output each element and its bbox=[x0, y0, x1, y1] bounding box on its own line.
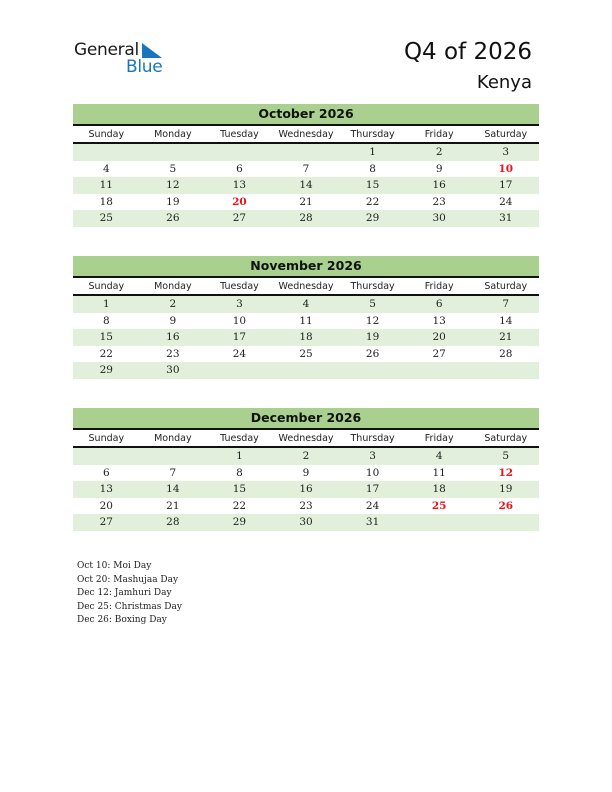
day-cell: 13 bbox=[432, 314, 446, 327]
day-cell: 1 bbox=[369, 146, 376, 158]
weekday-label: Tuesday bbox=[220, 433, 259, 444]
logo-word-general: General bbox=[74, 40, 139, 60]
day-cell: 29 bbox=[365, 212, 380, 224]
week-row bbox=[73, 514, 539, 531]
week-row bbox=[73, 194, 539, 211]
empty-cell bbox=[206, 144, 273, 161]
weekday-label: Saturday bbox=[484, 129, 528, 140]
day-cell: 30 bbox=[166, 364, 180, 376]
day-cell: 12 bbox=[498, 466, 514, 479]
day-cell: 13 bbox=[232, 179, 247, 191]
day-cell: 24 bbox=[365, 499, 380, 512]
logo-triangle-icon bbox=[142, 43, 162, 58]
day-cell: 10 bbox=[365, 466, 380, 479]
weekday-label: Thursday bbox=[350, 433, 395, 444]
day-cell: 11 bbox=[432, 466, 446, 479]
week-row bbox=[73, 346, 539, 363]
day-cell: 18 bbox=[299, 331, 313, 343]
day-cell: 8 bbox=[102, 314, 110, 327]
weekday-label: Wednesday bbox=[278, 281, 334, 292]
day-cell: 13 bbox=[99, 483, 113, 495]
day-cell: 30 bbox=[299, 516, 313, 528]
day-cell: 31 bbox=[365, 516, 380, 528]
day-cell: 29 bbox=[99, 364, 113, 376]
day-cell: 15 bbox=[99, 331, 113, 343]
empty-cell bbox=[472, 514, 539, 531]
day-cell: 23 bbox=[166, 347, 180, 360]
week-row bbox=[73, 161, 539, 178]
weekday-label: Friday bbox=[424, 281, 454, 292]
day-cell: 19 bbox=[365, 331, 380, 343]
weekday-header-row bbox=[73, 126, 539, 144]
day-cell: 27 bbox=[99, 516, 113, 528]
day-cell: 28 bbox=[499, 347, 513, 360]
day-cell: 3 bbox=[369, 450, 376, 462]
day-cell: 2 bbox=[302, 450, 310, 462]
day-cell: 12 bbox=[166, 179, 180, 191]
day-cell: 7 bbox=[169, 466, 177, 479]
month-calendar bbox=[73, 256, 539, 379]
month-calendar bbox=[73, 408, 539, 531]
page-title: Q4 of 2026 bbox=[403, 39, 532, 65]
day-cell: 11 bbox=[299, 314, 313, 327]
day-cell: 27 bbox=[432, 347, 446, 360]
day-cell: 6 bbox=[236, 162, 243, 175]
day-cell: 21 bbox=[166, 499, 180, 512]
holiday-item: Oct 10: Moi Day bbox=[77, 561, 152, 571]
month-title: November 2026 bbox=[73, 256, 539, 278]
logo-word-blue: Blue bbox=[126, 57, 163, 77]
day-cell: 10 bbox=[232, 314, 247, 327]
day-cell: 8 bbox=[369, 162, 376, 175]
day-cell: 18 bbox=[99, 195, 113, 208]
day-cell: 19 bbox=[166, 195, 180, 208]
day-cell: 1 bbox=[236, 450, 243, 462]
day-cell: 17 bbox=[365, 483, 380, 495]
weekday-label: Friday bbox=[424, 129, 454, 140]
weekday-header-row bbox=[73, 278, 539, 296]
day-cell: 16 bbox=[299, 483, 313, 495]
day-cell: 1 bbox=[102, 298, 110, 310]
day-cell: 14 bbox=[299, 179, 313, 191]
weekday-label: Saturday bbox=[484, 281, 528, 292]
day-cell: 20 bbox=[432, 331, 446, 343]
weekday-label: Monday bbox=[154, 129, 192, 140]
day-cell: 15 bbox=[232, 483, 247, 495]
empty-cell bbox=[140, 448, 207, 465]
day-cell: 6 bbox=[102, 466, 110, 479]
week-row bbox=[73, 362, 539, 379]
day-cell: 4 bbox=[302, 298, 310, 310]
day-cell: 17 bbox=[232, 331, 247, 343]
weekday-label: Wednesday bbox=[278, 129, 334, 140]
week-row bbox=[73, 177, 539, 194]
week-row bbox=[73, 210, 539, 227]
holiday-list bbox=[77, 560, 182, 628]
holiday-item: Oct 20: Mashujaa Day bbox=[77, 574, 179, 585]
day-cell: 14 bbox=[166, 483, 180, 495]
holiday-item: Dec 26: Boxing Day bbox=[77, 615, 167, 626]
day-cell: 21 bbox=[499, 331, 513, 343]
empty-cell bbox=[140, 144, 207, 161]
week-row bbox=[73, 498, 539, 515]
weekday-label: Sunday bbox=[88, 129, 125, 140]
empty-cell bbox=[472, 362, 539, 379]
week-row bbox=[73, 296, 539, 313]
day-cell: 25 bbox=[431, 499, 447, 512]
holiday-item: Dec 12: Jamhuri Day bbox=[77, 588, 172, 599]
day-cell: 5 bbox=[169, 162, 177, 175]
day-cell: 28 bbox=[166, 516, 180, 528]
day-cell: 19 bbox=[499, 483, 513, 495]
day-cell: 9 bbox=[169, 314, 177, 327]
day-cell: 5 bbox=[502, 450, 510, 462]
day-cell: 29 bbox=[232, 516, 247, 528]
day-cell: 26 bbox=[365, 347, 380, 360]
weekday-label: Saturday bbox=[484, 433, 528, 444]
week-row bbox=[73, 144, 539, 161]
empty-cell bbox=[273, 362, 340, 379]
day-cell: 11 bbox=[99, 179, 113, 191]
day-cell: 22 bbox=[232, 499, 247, 512]
day-cell: 27 bbox=[232, 212, 247, 224]
day-cell: 26 bbox=[498, 499, 514, 512]
weekday-label: Sunday bbox=[88, 433, 125, 444]
month-title: December 2026 bbox=[73, 408, 539, 430]
day-cell: 2 bbox=[435, 146, 443, 158]
day-cell: 21 bbox=[299, 195, 313, 208]
day-cell: 12 bbox=[365, 314, 380, 327]
weekday-label: Friday bbox=[424, 433, 454, 444]
weekday-label: Wednesday bbox=[278, 433, 334, 444]
day-cell: 23 bbox=[432, 195, 446, 208]
day-cell: 5 bbox=[369, 298, 376, 310]
empty-cell bbox=[339, 362, 406, 379]
empty-cell bbox=[73, 144, 140, 161]
week-row bbox=[73, 465, 539, 482]
day-cell: 14 bbox=[499, 314, 513, 327]
country-name: Kenya bbox=[476, 72, 532, 93]
day-cell: 9 bbox=[435, 162, 443, 175]
day-cell: 4 bbox=[102, 162, 110, 175]
day-cell: 20 bbox=[99, 499, 113, 512]
week-row bbox=[73, 329, 539, 346]
day-cell: 8 bbox=[236, 466, 243, 479]
day-cell: 30 bbox=[432, 212, 446, 224]
day-cell: 18 bbox=[432, 483, 446, 495]
weekday-label: Monday bbox=[154, 281, 192, 292]
day-cell: 31 bbox=[499, 212, 513, 224]
day-cell: 16 bbox=[166, 331, 180, 343]
day-cell: 2 bbox=[169, 298, 177, 310]
empty-cell bbox=[73, 448, 140, 465]
weekday-label: Monday bbox=[154, 433, 192, 444]
week-row bbox=[73, 448, 539, 465]
day-cell: 20 bbox=[232, 195, 247, 208]
weekday-label: Thursday bbox=[350, 281, 395, 292]
empty-cell bbox=[406, 362, 473, 379]
week-row bbox=[73, 481, 539, 498]
day-cell: 7 bbox=[302, 162, 310, 175]
weekday-label: Thursday bbox=[350, 129, 395, 140]
day-cell: 6 bbox=[435, 298, 443, 310]
day-cell: 24 bbox=[499, 195, 513, 208]
day-cell: 10 bbox=[498, 162, 514, 175]
day-cell: 15 bbox=[365, 179, 380, 191]
weekday-header-row bbox=[73, 430, 539, 448]
weekday-label: Sunday bbox=[88, 281, 125, 292]
weekday-label: Tuesday bbox=[220, 281, 259, 292]
day-cell: 23 bbox=[299, 499, 313, 512]
day-cell: 22 bbox=[365, 195, 380, 208]
day-cell: 26 bbox=[166, 212, 180, 224]
day-cell: 17 bbox=[499, 179, 513, 191]
day-cell: 4 bbox=[435, 450, 443, 462]
month-calendar bbox=[73, 104, 539, 227]
empty-cell bbox=[206, 362, 273, 379]
day-cell: 3 bbox=[236, 298, 243, 310]
day-cell: 9 bbox=[302, 466, 310, 479]
empty-cell bbox=[273, 144, 340, 161]
day-cell: 28 bbox=[299, 212, 313, 224]
day-cell: 24 bbox=[232, 347, 247, 360]
day-cell: 25 bbox=[99, 212, 113, 224]
month-title: October 2026 bbox=[73, 104, 539, 126]
day-cell: 7 bbox=[502, 298, 510, 310]
day-cell: 16 bbox=[432, 179, 446, 191]
holiday-item: Dec 25: Christmas Day bbox=[77, 601, 182, 612]
day-cell: 3 bbox=[502, 146, 510, 158]
weekday-label: Tuesday bbox=[220, 129, 259, 140]
week-row bbox=[73, 313, 539, 330]
empty-cell bbox=[406, 514, 473, 531]
day-cell: 22 bbox=[99, 347, 113, 360]
day-cell: 25 bbox=[299, 347, 313, 360]
